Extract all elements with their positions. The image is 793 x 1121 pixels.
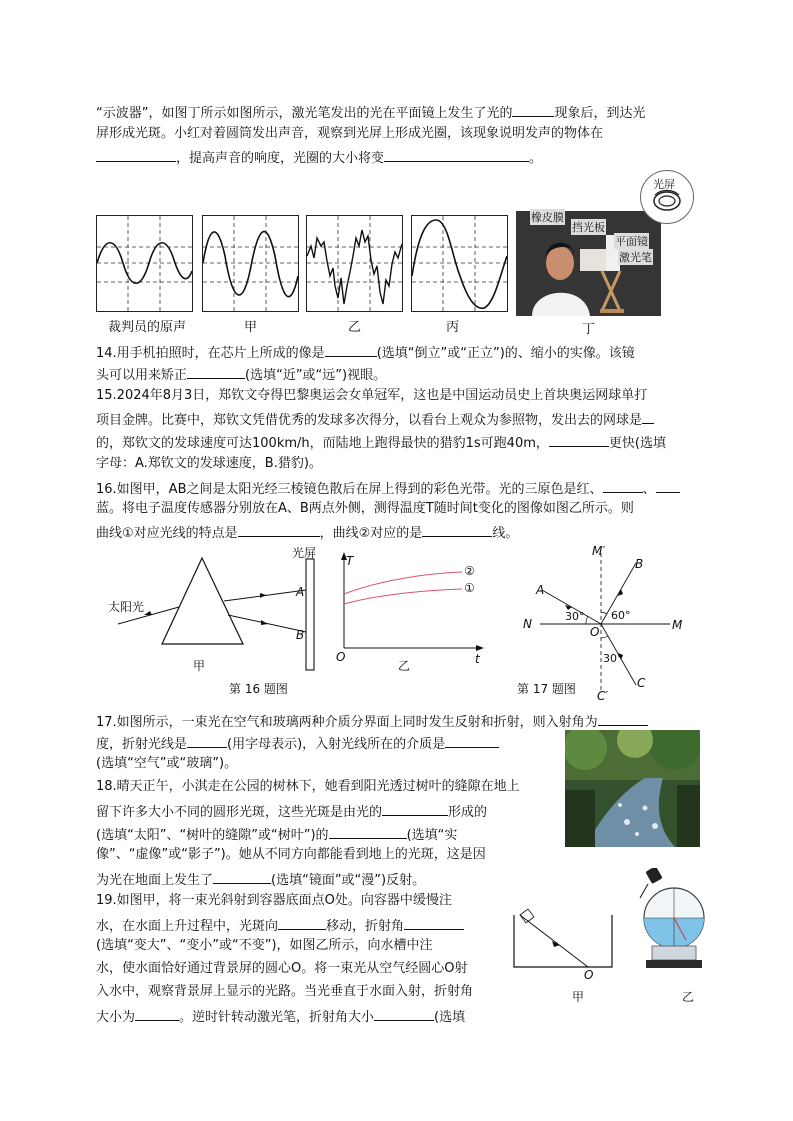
q15-text: 项目金牌。比赛中，郑钦文凭借优秀的发球多次得分，以看台上观众为参照物，发出去的网球是 xyxy=(96,413,643,428)
q16-text: 16.如图甲，AB之间是太阳光经三棱镜色散后在屏上得到的彩色光带。光的三原色是红、 xyxy=(96,482,603,497)
waveform-jia xyxy=(202,215,299,312)
q18-line5 xyxy=(96,870,425,889)
fig17-caption: 第 17 题图 xyxy=(517,682,576,696)
c-prime-label: C′ xyxy=(597,689,609,703)
curve-2 xyxy=(344,572,462,594)
point-c-label: C xyxy=(637,676,646,690)
label-light-baffle: 挡光板 xyxy=(572,221,605,234)
q17-line2 xyxy=(96,734,499,753)
answer-blank xyxy=(329,825,407,839)
point-a-label: A xyxy=(536,583,545,597)
fig19-yi-label: 乙 xyxy=(682,990,695,1004)
q19-text: 水，使水面恰好通过背景屏的圆心O。将一束光从空气经圆心O射 xyxy=(96,961,468,976)
answer-blank xyxy=(135,1007,179,1021)
point-b-label: B xyxy=(635,557,644,571)
q19-line2 xyxy=(96,916,464,935)
q13-line1 xyxy=(96,103,646,122)
origin-label: O xyxy=(336,650,346,664)
q18-text: (选填“实 xyxy=(406,828,458,843)
light-screen xyxy=(306,559,314,670)
q18-text: 18.晴天正午，小淇走在公园的树林下，她看到阳光透过树叶的缝隙在地上 xyxy=(96,779,520,794)
time-axis-label: t xyxy=(475,652,480,666)
answer-blank xyxy=(422,523,492,537)
screen-label: 光屏 xyxy=(292,546,317,560)
q18-text: 形成的 xyxy=(448,805,488,820)
point-a-label: A xyxy=(296,585,305,599)
q18-text: 留下许多大小不同的圆形光斑，这些光斑是由光的 xyxy=(96,805,383,820)
waveform-bing xyxy=(411,215,508,312)
curve-1-label: ① xyxy=(464,581,475,595)
q16-line1 xyxy=(96,479,680,498)
fig19-jia-label: 甲 xyxy=(572,990,585,1004)
answer-blank xyxy=(213,870,271,884)
q13-text: ，提高声音的响度，光圈的大小将变 xyxy=(176,151,385,166)
answer-blank xyxy=(384,148,529,162)
q15-line2 xyxy=(96,410,654,429)
curve-1 xyxy=(344,589,462,604)
q19-line3 xyxy=(96,938,433,954)
q14-text: 头可以用来矫正 xyxy=(96,368,188,383)
q15-text: 15.2024年8月3日，郑钦文夺得巴黎奥运会女单冠军，这也是中国运动员史上首块奥运网球单打 xyxy=(96,388,648,403)
q16-line3 xyxy=(96,523,518,542)
answer-blank xyxy=(187,734,227,748)
q13-line3 xyxy=(96,148,542,167)
fig16-yi-label: 乙 xyxy=(398,659,411,673)
q17-text: 17.如图所示，一束光在空气和玻璃两种介质分界面上同时发生反射和折射，则入射角为 xyxy=(96,715,598,730)
q14-text: (选填“近”或“远”)视眼。 xyxy=(245,368,387,383)
q19-line1 xyxy=(96,893,452,909)
q13-line2 xyxy=(96,126,603,142)
n-label: N xyxy=(523,617,532,631)
q15-line3 xyxy=(96,433,666,452)
q15-text: 的，郑钦文的发球速度可达100km/h，而陆地上跑得最快的猎豹1s可跑40m， xyxy=(96,436,549,451)
q17-text: 度，折射光线是 xyxy=(96,737,188,752)
q13-text: 屏形成光斑。小红对着圆筒发出声音，观察到光屏上形成光圈，该现象说明发声的物体在 xyxy=(96,126,604,141)
caption-yi: 乙 xyxy=(348,320,362,335)
q19-text: 移动，折射角 xyxy=(326,919,405,934)
q16-text: 、 xyxy=(642,482,656,497)
q18-text: (选填“太阳”、“树叶的缝隙”或“树叶”)的 xyxy=(96,828,329,843)
prism xyxy=(162,558,243,644)
q16-text: 线。 xyxy=(492,526,519,541)
light-screen-label: 光屏 xyxy=(653,178,675,191)
q15-text: 字母：A.郑钦文的发球速度，B.猎豹)。 xyxy=(96,456,322,471)
answer-blank xyxy=(278,916,326,930)
container xyxy=(514,915,612,967)
q19-line5 xyxy=(96,984,473,1000)
q19-line4 xyxy=(96,961,467,977)
q14-text: 14.用手机拍照时，在芯片上所成的像是 xyxy=(96,346,325,361)
answer-blank xyxy=(656,479,680,493)
q19-text: 19.如图甲，将一束光斜射到容器底面点O处。向容器中缓慢注 xyxy=(96,893,452,908)
q14-text: (选填“倒立”或“正立”)的、缩小的实像。该镜 xyxy=(376,346,635,361)
answer-blank xyxy=(404,916,464,930)
q14-line1 xyxy=(96,343,635,362)
q18-line3 xyxy=(96,825,457,844)
m-prime-label: M′ xyxy=(592,544,606,558)
answer-blank xyxy=(374,1007,434,1021)
q19-line6 xyxy=(96,1007,465,1026)
experiment-photo xyxy=(516,211,661,316)
caption-original: 裁判员的原声 xyxy=(108,320,187,335)
answer-blank xyxy=(642,410,654,424)
angle-30-label: 30° xyxy=(565,610,585,623)
answer-blank xyxy=(549,433,609,447)
fig19-container-diagram xyxy=(508,905,618,975)
angle-30b-label: 30° xyxy=(603,652,623,665)
q13-text: 。 xyxy=(529,151,543,166)
q14-line2 xyxy=(96,365,386,384)
waveform-yi xyxy=(306,215,403,312)
answer-blank xyxy=(325,343,377,357)
label-plane-mirror: 平面镜 xyxy=(615,235,648,248)
forest-photo xyxy=(565,730,700,847)
fig16-caption: 第 16 题图 xyxy=(229,682,288,696)
answer-blank xyxy=(603,479,643,493)
q19-text: 大小为 xyxy=(96,1010,136,1025)
label-laser-pen: 激光笔 xyxy=(619,251,652,264)
caption-jia: 甲 xyxy=(244,320,258,335)
q18-line2 xyxy=(96,802,487,821)
q15-text: 更快(选填 xyxy=(608,436,666,451)
fig16-jia-label: 甲 xyxy=(193,659,206,673)
q16-text: 蓝。将电子温度传感器分别放在A、B两点外侧，测得温度T随时间t变化的图像如图乙所示。则 xyxy=(96,501,634,516)
sunlight-label: 太阳光 xyxy=(108,600,145,614)
q15-line4 xyxy=(96,456,322,472)
answer-blank xyxy=(598,712,648,726)
q18-text: 像”、“虚像”或“影子”)。她从不同方向都能看到地上的光斑，这是因 xyxy=(96,847,486,862)
m-label: M xyxy=(672,618,683,632)
answer-blank xyxy=(382,802,448,816)
q13-text: 现象后，到达光 xyxy=(554,106,646,121)
answer-blank xyxy=(512,103,554,117)
curve-2-label: ② xyxy=(464,564,475,578)
answer-blank xyxy=(445,734,499,748)
point-b-label: B xyxy=(296,628,305,642)
q18-line1 xyxy=(96,779,520,795)
light-ray xyxy=(520,915,588,967)
q19-text: (选填 xyxy=(434,1010,466,1025)
q16-line2 xyxy=(96,501,634,517)
q17-text: (用字母表示)，入射光线所在的介质是 xyxy=(227,737,446,752)
o-label: O xyxy=(590,625,600,639)
q19-text: (选填“变大”、“变小”或“不变”)，如图乙所示，向水槽中注 xyxy=(96,938,433,953)
caption-ding: 丁 xyxy=(582,322,596,337)
q19-text: 水，在水面上升过程中，光斑向 xyxy=(96,919,279,934)
q17-line3 xyxy=(96,756,237,772)
answer-blank xyxy=(96,148,176,162)
label-rubber-membrane: 橡皮膜 xyxy=(531,211,564,224)
q16-text: ，曲线②对应的是 xyxy=(319,526,423,541)
q19-text: 入水中，观察背景屏上显示的光路。当光垂直于水面入射，折射角 xyxy=(96,984,474,999)
point-o-label: O xyxy=(584,968,594,982)
answer-blank xyxy=(187,365,245,379)
t-axis-label: T xyxy=(346,554,354,568)
q18-text: (选填“镜面”或“漫”)反射。 xyxy=(271,873,426,888)
angle-60-label: 60° xyxy=(611,609,631,622)
answer-blank xyxy=(238,523,320,537)
light-screen-inset xyxy=(640,170,694,224)
q17-line1 xyxy=(96,712,648,731)
q18-line4 xyxy=(96,847,486,863)
q19-text: 。逆时针转动激光笔，折射角大小 xyxy=(179,1010,375,1025)
q15-line1 xyxy=(96,388,647,404)
waveform-original xyxy=(96,215,193,312)
q18-text: 为光在地面上发生了 xyxy=(96,873,214,888)
q13-text: “示波器”，如图丁所示如图所示，激光笔发出的光在平面镜上发生了光的 xyxy=(96,106,513,121)
fig19-apparatus xyxy=(630,868,710,976)
q17-text: (选填“空气”或“玻璃”)。 xyxy=(96,756,238,771)
laser-pen xyxy=(645,868,662,884)
q16-text: 曲线①对应光线的特点是 xyxy=(96,526,238,541)
caption-bing: 丙 xyxy=(446,320,460,335)
